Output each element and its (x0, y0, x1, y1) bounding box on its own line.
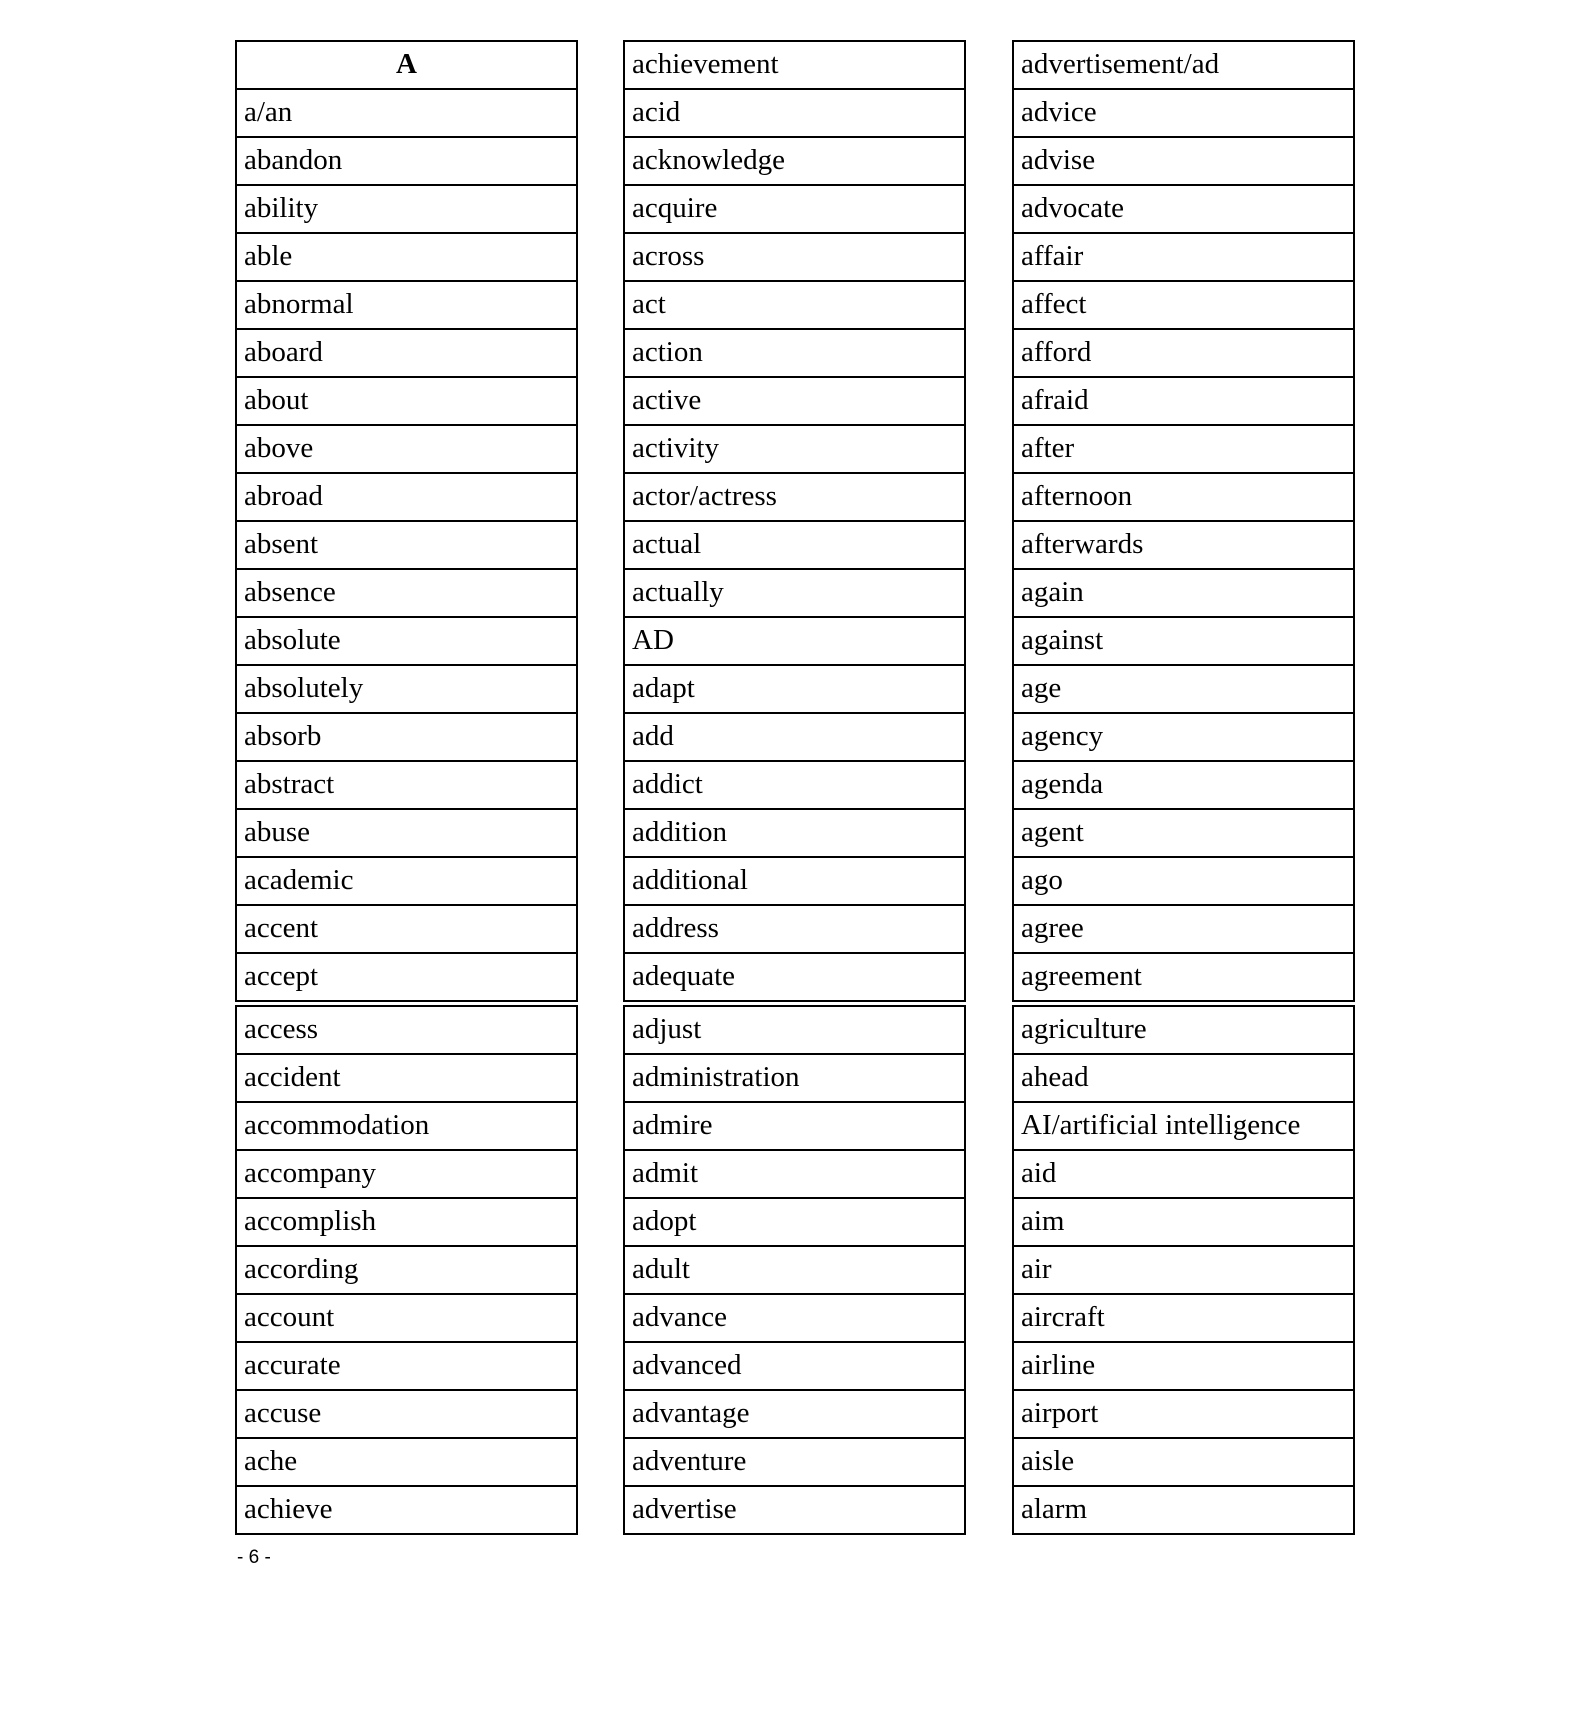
word-row (624, 1198, 965, 1246)
word-cell: across (624, 233, 965, 281)
word-row (1013, 857, 1354, 905)
word-cell: afford (1013, 329, 1354, 377)
word-cell: accompany (236, 1150, 577, 1198)
word-row (624, 473, 965, 521)
word-list-column-3 (1012, 40, 1355, 1535)
word-cell: accurate (236, 1342, 577, 1390)
word-row (1013, 1438, 1354, 1486)
word-row (236, 185, 577, 233)
word-row (624, 1342, 965, 1390)
word-row (236, 89, 577, 137)
word-row (624, 233, 965, 281)
word-row (1013, 41, 1354, 89)
word-cell: achieve (236, 1486, 577, 1534)
word-table-section (623, 40, 966, 1002)
word-row (236, 1294, 577, 1342)
word-row (236, 137, 577, 185)
word-row (1013, 1486, 1354, 1534)
word-cell: adapt (624, 665, 965, 713)
word-row (624, 713, 965, 761)
word-cell: about (236, 377, 577, 425)
word-table-section (1012, 1005, 1355, 1535)
word-cell: age (1013, 665, 1354, 713)
word-row (624, 1438, 965, 1486)
word-cell: absent (236, 521, 577, 569)
word-cell: accomplish (236, 1198, 577, 1246)
word-cell: active (624, 377, 965, 425)
word-cell: academic (236, 857, 577, 905)
word-row (624, 1102, 965, 1150)
word-cell: abandon (236, 137, 577, 185)
word-row (236, 857, 577, 905)
word-cell: ache (236, 1438, 577, 1486)
word-row (624, 1246, 965, 1294)
word-cell: admire (624, 1102, 965, 1150)
word-cell: again (1013, 569, 1354, 617)
word-table-section (623, 1005, 966, 1535)
word-row (624, 41, 965, 89)
word-cell: advantage (624, 1390, 965, 1438)
word-cell: acknowledge (624, 137, 965, 185)
word-row (236, 905, 577, 953)
word-cell: achievement (624, 41, 965, 89)
word-row (1013, 473, 1354, 521)
word-cell: adjust (624, 1006, 965, 1054)
word-row (624, 665, 965, 713)
word-row (1013, 281, 1354, 329)
word-row (1013, 329, 1354, 377)
word-row (624, 569, 965, 617)
word-row (1013, 521, 1354, 569)
word-cell: actual (624, 521, 965, 569)
word-row (624, 953, 965, 1001)
word-row (1013, 905, 1354, 953)
word-cell: alarm (1013, 1486, 1354, 1534)
word-row (1013, 137, 1354, 185)
word-row (236, 1198, 577, 1246)
word-row (624, 1150, 965, 1198)
word-row (1013, 1006, 1354, 1054)
word-cell: against (1013, 617, 1354, 665)
word-cell: account (236, 1294, 577, 1342)
word-row (624, 425, 965, 473)
word-row (236, 281, 577, 329)
word-cell: aim (1013, 1198, 1354, 1246)
word-cell: air (1013, 1246, 1354, 1294)
word-cell: abstract (236, 761, 577, 809)
word-cell: advice (1013, 89, 1354, 137)
word-row (624, 809, 965, 857)
word-row (1013, 233, 1354, 281)
word-cell: adopt (624, 1198, 965, 1246)
word-row (1013, 1102, 1354, 1150)
word-row (236, 521, 577, 569)
word-cell: access (236, 1006, 577, 1054)
word-row (236, 569, 577, 617)
word-cell: advertisement/ad (1013, 41, 1354, 89)
word-row (236, 713, 577, 761)
word-cell: adventure (624, 1438, 965, 1486)
word-row (1013, 665, 1354, 713)
word-cell: airport (1013, 1390, 1354, 1438)
word-cell: acquire (624, 185, 965, 233)
word-row (1013, 617, 1354, 665)
word-row (624, 185, 965, 233)
word-row (624, 89, 965, 137)
word-cell: advance (624, 1294, 965, 1342)
word-cell: affect (1013, 281, 1354, 329)
word-cell: abnormal (236, 281, 577, 329)
word-cell: administration (624, 1054, 965, 1102)
word-row (1013, 89, 1354, 137)
word-list-column-1 (235, 40, 578, 1535)
word-cell: accept (236, 953, 577, 1001)
word-cell: ability (236, 185, 577, 233)
word-row (1013, 1054, 1354, 1102)
word-row (624, 1054, 965, 1102)
word-cell: actor/actress (624, 473, 965, 521)
word-row (236, 1054, 577, 1102)
word-row (1013, 1294, 1354, 1342)
word-row (236, 953, 577, 1001)
word-row (624, 1294, 965, 1342)
word-row (1013, 1246, 1354, 1294)
word-row (236, 1246, 577, 1294)
word-row (236, 665, 577, 713)
word-cell: AD (624, 617, 965, 665)
word-cell: airline (1013, 1342, 1354, 1390)
word-row (624, 1486, 965, 1534)
word-row (236, 473, 577, 521)
word-cell: above (236, 425, 577, 473)
letter-header: A (236, 41, 577, 89)
word-cell: absorb (236, 713, 577, 761)
word-cell: agriculture (1013, 1006, 1354, 1054)
word-cell: addition (624, 809, 965, 857)
word-cell: advise (1013, 137, 1354, 185)
word-cell: affair (1013, 233, 1354, 281)
word-cell: abroad (236, 473, 577, 521)
word-cell: agreement (1013, 953, 1354, 1001)
word-cell: aid (1013, 1150, 1354, 1198)
word-row (624, 281, 965, 329)
word-cell: accommodation (236, 1102, 577, 1150)
page-number: - 6 - (237, 1547, 271, 1568)
word-row (624, 137, 965, 185)
word-row (1013, 953, 1354, 1001)
word-row (1013, 569, 1354, 617)
word-list-column-2 (623, 40, 966, 1535)
word-row (1013, 1390, 1354, 1438)
word-row (624, 377, 965, 425)
word-row (624, 857, 965, 905)
word-row (624, 1006, 965, 1054)
word-row (1013, 1198, 1354, 1246)
word-row (1013, 713, 1354, 761)
word-cell: action (624, 329, 965, 377)
word-row (1013, 1150, 1354, 1198)
word-cell: afraid (1013, 377, 1354, 425)
letter-header-row (236, 41, 577, 89)
word-row (624, 905, 965, 953)
word-cell: AI/artificial intelligence (1013, 1102, 1354, 1150)
word-cell: actually (624, 569, 965, 617)
word-table-section (235, 40, 578, 1002)
word-cell: abuse (236, 809, 577, 857)
word-cell: acid (624, 89, 965, 137)
word-cell: additional (624, 857, 965, 905)
word-cell: after (1013, 425, 1354, 473)
word-cell: afterwards (1013, 521, 1354, 569)
word-row (1013, 809, 1354, 857)
word-row (236, 329, 577, 377)
word-cell: ago (1013, 857, 1354, 905)
word-row (236, 377, 577, 425)
word-row (624, 329, 965, 377)
word-table-section (235, 1005, 578, 1535)
word-row (236, 1006, 577, 1054)
word-row (1013, 377, 1354, 425)
word-row (236, 233, 577, 281)
word-row (236, 425, 577, 473)
word-cell: addict (624, 761, 965, 809)
word-cell: agenda (1013, 761, 1354, 809)
word-cell: able (236, 233, 577, 281)
word-cell: act (624, 281, 965, 329)
word-row (236, 1486, 577, 1534)
word-cell: admit (624, 1150, 965, 1198)
word-row (236, 809, 577, 857)
word-cell: absolute (236, 617, 577, 665)
word-row (1013, 761, 1354, 809)
word-cell: accuse (236, 1390, 577, 1438)
word-cell: adult (624, 1246, 965, 1294)
word-row (1013, 425, 1354, 473)
word-row (624, 521, 965, 569)
word-row (236, 1438, 577, 1486)
word-row (236, 1390, 577, 1438)
word-cell: according (236, 1246, 577, 1294)
word-cell: absolutely (236, 665, 577, 713)
word-row (624, 1390, 965, 1438)
word-row (236, 1342, 577, 1390)
word-cell: aisle (1013, 1438, 1354, 1486)
word-row (624, 761, 965, 809)
word-row (236, 617, 577, 665)
word-cell: activity (624, 425, 965, 473)
word-cell: advocate (1013, 185, 1354, 233)
word-cell: agree (1013, 905, 1354, 953)
word-cell: address (624, 905, 965, 953)
word-table-section (1012, 40, 1355, 1002)
word-cell: adequate (624, 953, 965, 1001)
word-row (624, 617, 965, 665)
word-cell: absence (236, 569, 577, 617)
word-cell: agent (1013, 809, 1354, 857)
word-cell: advanced (624, 1342, 965, 1390)
word-cell: aboard (236, 329, 577, 377)
word-row (236, 761, 577, 809)
word-cell: a/an (236, 89, 577, 137)
word-cell: add (624, 713, 965, 761)
word-cell: afternoon (1013, 473, 1354, 521)
word-cell: agency (1013, 713, 1354, 761)
word-row (1013, 185, 1354, 233)
word-row (236, 1102, 577, 1150)
word-cell: ahead (1013, 1054, 1354, 1102)
word-cell: accent (236, 905, 577, 953)
word-cell: advertise (624, 1486, 965, 1534)
word-row (1013, 1342, 1354, 1390)
word-cell: aircraft (1013, 1294, 1354, 1342)
word-row (236, 1150, 577, 1198)
word-cell: accident (236, 1054, 577, 1102)
